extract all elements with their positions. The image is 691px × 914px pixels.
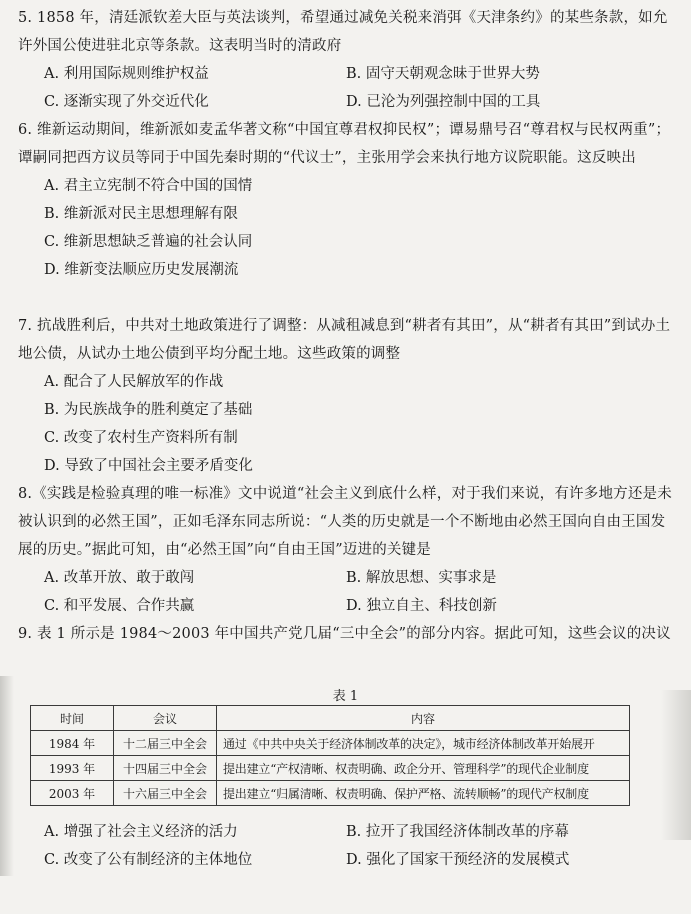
table-row xyxy=(31,731,630,756)
q5-option-d: D. 已沦为列强控制中国的工具 xyxy=(346,94,541,110)
table-header-row xyxy=(31,706,630,731)
question-9-options xyxy=(18,818,678,874)
q9-option-c: C. 改变了公有制经济的主体地位 xyxy=(44,852,253,868)
q6-option-b: B. 维新派对民主思想理解有限 xyxy=(44,206,238,222)
question-8-stem: 8.《实践是检验真理的唯一标准》文中说道“社会主义到底什么样，对于我们来说，有许多地方还是未被认识到的必然王国”，正如毛泽东同志所说：“人类的历史就是一个不断地由必然王国向自由王国发展的历史。”据此可知，由“必然王国”向“自由王国”迈进的关键是 xyxy=(18,486,672,558)
question-7-stem: 7. 抗战胜利后，中共对土地政策进行了调整：从减租减息到“耕者有其田”，从“耕者有其田”到试办土地公债，从试办土地公债到平均分配土地。这些政策的调整 xyxy=(18,318,671,362)
question-9 xyxy=(18,620,678,648)
q9-option-d: D. 强化了国家干预经济的发展模式 xyxy=(346,852,570,868)
table-row xyxy=(31,781,630,806)
scan-shadow-left xyxy=(0,676,14,876)
table-cell-time: 1984 年 xyxy=(31,731,114,756)
q5-option-c: C. 逐渐实现了外交近代化 xyxy=(44,94,209,110)
table-cell-meeting: 十二届三中全会 xyxy=(114,731,217,756)
table-header-content: 内容 xyxy=(217,706,630,731)
table-cell-content: 提出建立“归属清晰、权责明确、保护严格、流转顺畅”的现代产权制度 xyxy=(217,781,630,806)
table-row xyxy=(31,756,630,781)
table-header-time: 时间 xyxy=(31,706,114,731)
table-title: 表 1 xyxy=(332,689,359,704)
q7-option-b: B. 为民族战争的胜利奠定了基础 xyxy=(44,402,253,418)
question-6 xyxy=(18,116,678,284)
q8-option-b: B. 解放思想、实事求是 xyxy=(346,570,497,586)
q7-option-a: A. 配合了人民解放军的作战 xyxy=(44,374,224,390)
question-6-stem: 6. 维新运动期间，维新派如麦孟华著文称“中国宜尊君权抑民权”；谭易鼎号召“尊君权与民权两重”；谭嗣同把西方议员等同于中国先秦时期的“代议士”，主张用学会来执行地方议院职能。这反映出 xyxy=(18,122,671,166)
question-9-stem: 9. 表 1 所示是 1984～2003 年中国共产党几届“三中全会”的部分内容。据此可知，这些会议的决议 xyxy=(18,626,671,642)
table-cell-meeting: 十六届三中全会 xyxy=(114,781,217,806)
q6-option-c: C. 维新思想缺乏普遍的社会认同 xyxy=(44,234,253,250)
q6-option-d: D. 维新变法顺应历史发展潮流 xyxy=(44,262,239,278)
table-cell-time: 2003 年 xyxy=(31,781,114,806)
q5-option-b: B. 固守天朝观念昧于世界大势 xyxy=(346,66,540,82)
q8-option-a: A. 改革开放、敢于敢闯 xyxy=(44,570,195,586)
table-cell-meeting: 十四届三中全会 xyxy=(114,756,217,781)
q5-option-a: A. 利用国际规则维护权益 xyxy=(44,66,209,82)
q7-option-d: D. 导致了中国社会主要矛盾变化 xyxy=(44,458,253,474)
q8-option-d: D. 独立自主、科技创新 xyxy=(346,598,497,614)
table-cell-content: 提出建立“产权清晰、权责明确、政企分开、管理科学”的现代企业制度 xyxy=(217,756,630,781)
question-8 xyxy=(18,480,678,620)
table-1 xyxy=(30,705,630,806)
q6-option-a: A. 君主立宪制不符合中国的国情 xyxy=(44,178,253,194)
q9-option-b: B. 拉开了我国经济体制改革的序幕 xyxy=(346,824,569,840)
table-cell-content: 通过《中共中央关于经济体制改革的决定》，城市经济体制改革开始展开 xyxy=(217,731,630,756)
table-cell-time: 1993 年 xyxy=(31,756,114,781)
question-7 xyxy=(18,312,678,480)
q7-option-c: C. 改变了农村生产资料所有制 xyxy=(44,430,238,446)
question-5-stem: 5. 1858 年，清廷派钦差大臣与英法谈判，希望通过减免关税来消弭《天津条约》的某些条款，如允许外国公使进驻北京等条款。这表明当时的清政府 xyxy=(18,10,668,54)
question-5 xyxy=(18,4,678,116)
q8-option-c: C. 和平发展、合作共赢 xyxy=(44,598,195,614)
q9-option-a: A. 增强了社会主义经济的活力 xyxy=(44,824,238,840)
table-header-meeting: 会议 xyxy=(114,706,217,731)
